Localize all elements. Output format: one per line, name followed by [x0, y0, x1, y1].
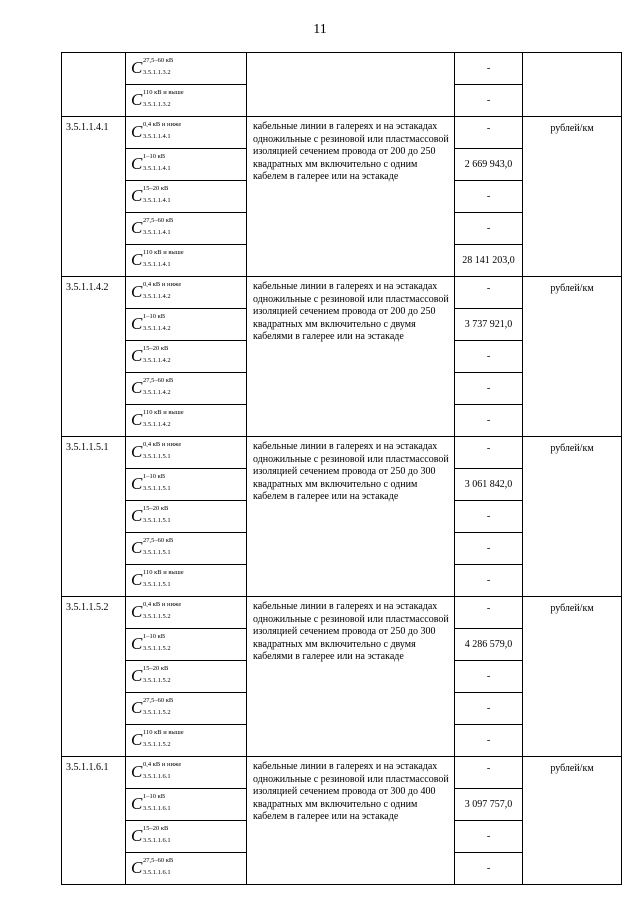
- symbol-subscript: 3.5.1.1.4.2: [143, 325, 171, 332]
- symbol-cell: [126, 181, 247, 213]
- symbol-subscript: 3.5.1.1.5.2: [143, 709, 171, 716]
- symbol-letter: C: [131, 858, 143, 877]
- symbol-letter: C: [131, 602, 143, 621]
- symbol-subscript: 3.5.1.1.3.2: [143, 101, 171, 108]
- description-cell: кабельные линии в галереях и на эстакадах одножильные с резиновой или пластмассовой изоляцией сечением провода от 200 до 250 квадратных мм включительно с одним кабелем в галерее или на эстакаде: [247, 117, 455, 277]
- symbol-letter: C: [131, 570, 143, 589]
- cost-symbol: [131, 214, 241, 240]
- symbol-superscript: 1–10 кВ: [143, 153, 166, 160]
- value-cell: -: [455, 757, 523, 789]
- symbol-cell: [126, 149, 247, 181]
- symbol-subscript: 3.5.1.1.5.1: [143, 453, 171, 460]
- symbol-letter: C: [131, 250, 143, 269]
- cost-symbol: [131, 54, 241, 80]
- cost-symbol: [131, 86, 241, 112]
- cost-symbol: [131, 854, 241, 880]
- symbol-cell: [126, 725, 247, 757]
- symbol-cell: [126, 629, 247, 661]
- symbol-cell: [126, 405, 247, 437]
- symbol-cell: [126, 469, 247, 501]
- symbol-letter: C: [131, 538, 143, 557]
- symbol-letter: C: [131, 186, 143, 205]
- symbol-subscript: 3.5.1.1.5.1: [143, 517, 171, 524]
- symbol-letter: C: [131, 474, 143, 493]
- row-code: 3.5.1.1.4.1: [62, 117, 126, 277]
- cost-symbol: [131, 182, 241, 208]
- symbol-superscript: 110 кВ и выше: [143, 409, 184, 416]
- value-cell: -: [455, 277, 523, 309]
- value-cell: -: [455, 85, 523, 117]
- symbol-cell: [126, 501, 247, 533]
- cost-symbol: [131, 790, 241, 816]
- symbol-letter: C: [131, 410, 143, 429]
- symbol-superscript: 110 кВ и выше: [143, 729, 184, 736]
- cost-symbol: [131, 278, 241, 304]
- unit-cell: рублей/км: [523, 437, 622, 597]
- unit-cell: рублей/км: [523, 597, 622, 757]
- symbol-subscript: 3.5.1.1.4.1: [143, 133, 171, 140]
- symbol-letter: C: [131, 122, 143, 141]
- symbol-subscript: 3.5.1.1.5.2: [143, 741, 171, 748]
- tariff-table: [61, 52, 622, 885]
- symbol-subscript: 3.5.1.1.3.2: [143, 69, 171, 76]
- row-code: 3.5.1.1.6.1: [62, 757, 126, 885]
- cost-symbol: [131, 662, 241, 688]
- symbol-superscript: 27,5–60 кВ: [143, 697, 174, 704]
- value-cell: -: [455, 437, 523, 469]
- symbol-superscript: 0,4 кВ и ниже: [143, 761, 182, 768]
- symbol-cell: [126, 277, 247, 309]
- symbol-cell: [126, 789, 247, 821]
- value-cell: -: [455, 597, 523, 629]
- value-cell: -: [455, 853, 523, 885]
- symbol-superscript: 27,5–60 кВ: [143, 217, 174, 224]
- cost-symbol: [131, 598, 241, 624]
- cost-symbol: [131, 534, 241, 560]
- symbol-cell: [126, 597, 247, 629]
- value-cell: -: [455, 533, 523, 565]
- symbol-cell: [126, 565, 247, 597]
- symbol-superscript: 110 кВ и выше: [143, 249, 184, 256]
- description-cell: кабельные линии в галереях и на эстакадах одножильные с резиновой или пластмассовой изоляцией сечением провода от 250 до 300 квадратных мм включительно с одним кабелем в галерее или на эстакаде: [247, 437, 455, 597]
- cost-symbol: [131, 374, 241, 400]
- symbol-superscript: 27,5–60 кВ: [143, 857, 174, 864]
- symbol-superscript: 0,4 кВ и ниже: [143, 121, 182, 128]
- value-cell: 4 286 579,0: [455, 629, 523, 661]
- symbol-subscript: 3.5.1.1.6.1: [143, 869, 171, 876]
- symbol-subscript: 3.5.1.1.4.2: [143, 421, 171, 428]
- symbol-letter: C: [131, 154, 143, 173]
- cost-symbol: [131, 758, 241, 784]
- value-cell: -: [455, 693, 523, 725]
- symbol-cell: [126, 661, 247, 693]
- unit-cell: рублей/км: [523, 117, 622, 277]
- cost-symbol: [131, 438, 241, 464]
- symbol-superscript: 1–10 кВ: [143, 633, 166, 640]
- cost-symbol: [131, 406, 241, 432]
- code-cell: [62, 53, 126, 117]
- cost-symbol: [131, 310, 241, 336]
- symbol-letter: C: [131, 826, 143, 845]
- symbol-cell: [126, 213, 247, 245]
- value-cell: -: [455, 405, 523, 437]
- description-cell: [247, 53, 455, 117]
- value-cell: -: [455, 725, 523, 757]
- symbol-superscript: 15–20 кВ: [143, 665, 169, 672]
- value-cell: -: [455, 373, 523, 405]
- symbol-superscript: 1–10 кВ: [143, 313, 166, 320]
- value-cell: 2 669 943,0: [455, 149, 523, 181]
- symbol-letter: C: [131, 58, 143, 77]
- symbol-letter: C: [131, 634, 143, 653]
- symbol-subscript: 3.5.1.1.6.1: [143, 837, 171, 844]
- symbol-superscript: 0,4 кВ и ниже: [143, 601, 182, 608]
- symbol-subscript: 3.5.1.1.4.2: [143, 389, 171, 396]
- symbol-subscript: 3.5.1.1.6.1: [143, 773, 171, 780]
- description-cell: кабельные линии в галереях и на эстакадах одножильные с резиновой или пластмассовой изоляцией сечением провода от 200 до 250 квадратных мм включительно с двумя кабелями в галерее или на эстакаде: [247, 277, 455, 437]
- symbol-cell: [126, 853, 247, 885]
- symbol-subscript: 3.5.1.1.5.1: [143, 549, 171, 556]
- cost-symbol: [131, 630, 241, 656]
- symbol-letter: C: [131, 698, 143, 717]
- page-number: 11: [313, 22, 327, 37]
- symbol-letter: C: [131, 314, 143, 333]
- value-cell: -: [455, 341, 523, 373]
- symbol-subscript: 3.5.1.1.4.2: [143, 357, 171, 364]
- symbol-superscript: 0,4 кВ и ниже: [143, 441, 182, 448]
- symbol-superscript: 110 кВ и выше: [143, 89, 184, 96]
- symbol-cell: [126, 53, 247, 85]
- table-row: [62, 117, 622, 149]
- symbol-subscript: 3.5.1.1.5.2: [143, 613, 171, 620]
- cost-symbol: [131, 822, 241, 848]
- value-cell: 3 737 921,0: [455, 309, 523, 341]
- table-row: [62, 597, 622, 629]
- symbol-letter: C: [131, 794, 143, 813]
- symbol-cell: [126, 309, 247, 341]
- symbol-superscript: 110 кВ и выше: [143, 569, 184, 576]
- value-cell: -: [455, 661, 523, 693]
- unit-cell: рублей/км: [523, 757, 622, 885]
- symbol-subscript: 3.5.1.1.5.1: [143, 485, 171, 492]
- symbol-letter: C: [131, 378, 143, 397]
- symbol-subscript: 3.5.1.1.4.1: [143, 229, 171, 236]
- symbol-superscript: 27,5–60 кВ: [143, 377, 174, 384]
- table-row: [62, 277, 622, 309]
- cost-symbol: [131, 246, 241, 272]
- table-row: [62, 437, 622, 469]
- symbol-subscript: 3.5.1.1.4.2: [143, 293, 171, 300]
- row-code: 3.5.1.1.5.2: [62, 597, 126, 757]
- value-cell: -: [455, 213, 523, 245]
- symbol-letter: C: [131, 346, 143, 365]
- symbol-letter: C: [131, 442, 143, 461]
- symbol-cell: [126, 117, 247, 149]
- symbol-subscript: 3.5.1.1.5.2: [143, 645, 171, 652]
- description-cell: кабельные линии в галереях и на эстакадах одножильные с резиновой или пластмассовой изоляцией сечением провода от 300 до 400 квадратных мм включительно с одним кабелем в галерее или на эстакаде: [247, 757, 455, 885]
- symbol-superscript: 1–10 кВ: [143, 793, 166, 800]
- symbol-letter: C: [131, 218, 143, 237]
- value-cell: 3 097 757,0: [455, 789, 523, 821]
- unit-cell: рублей/км: [523, 277, 622, 437]
- cost-symbol: [131, 470, 241, 496]
- row-code: 3.5.1.1.5.1: [62, 437, 126, 597]
- value-cell: -: [455, 53, 523, 85]
- value-cell: -: [455, 117, 523, 149]
- table-row: [62, 757, 622, 789]
- value-cell: -: [455, 821, 523, 853]
- symbol-cell: [126, 373, 247, 405]
- symbol-letter: C: [131, 666, 143, 685]
- cost-symbol: [131, 502, 241, 528]
- symbol-superscript: 15–20 кВ: [143, 185, 169, 192]
- symbol-superscript: 15–20 кВ: [143, 505, 169, 512]
- value-cell: -: [455, 181, 523, 213]
- symbol-superscript: 0,4 кВ и ниже: [143, 281, 182, 288]
- symbol-superscript: 15–20 кВ: [143, 345, 169, 352]
- symbol-subscript: 3.5.1.1.5.1: [143, 581, 171, 588]
- value-cell: 28 141 203,0: [455, 245, 523, 277]
- cost-symbol: [131, 342, 241, 368]
- symbol-subscript: 3.5.1.1.4.1: [143, 165, 171, 172]
- symbol-cell: [126, 821, 247, 853]
- row-code: 3.5.1.1.4.2: [62, 277, 126, 437]
- cost-symbol: [131, 566, 241, 592]
- symbol-cell: [126, 693, 247, 725]
- symbol-letter: C: [131, 762, 143, 781]
- symbol-cell: [126, 245, 247, 277]
- cost-symbol: [131, 118, 241, 144]
- symbol-letter: C: [131, 506, 143, 525]
- symbol-cell: [126, 533, 247, 565]
- cost-symbol: [131, 694, 241, 720]
- symbol-letter: C: [131, 90, 143, 109]
- symbol-subscript: 3.5.1.1.4.1: [143, 197, 171, 204]
- cost-symbol: [131, 726, 241, 752]
- value-cell: -: [455, 565, 523, 597]
- table-row: [62, 53, 622, 85]
- symbol-superscript: 15–20 кВ: [143, 825, 169, 832]
- symbol-subscript: 3.5.1.1.4.1: [143, 261, 171, 268]
- description-cell: кабельные линии в галереях и на эстакадах одножильные с резиновой или пластмассовой изоляцией сечением провода от 250 до 300 квадратных мм включительно с двумя кабелями в галерее или на эстакаде: [247, 597, 455, 757]
- symbol-cell: [126, 437, 247, 469]
- symbol-subscript: 3.5.1.1.5.2: [143, 677, 171, 684]
- symbol-subscript: 3.5.1.1.6.1: [143, 805, 171, 812]
- symbol-letter: C: [131, 282, 143, 301]
- value-cell: -: [455, 501, 523, 533]
- symbol-superscript: 1–10 кВ: [143, 473, 166, 480]
- value-cell: 3 061 842,0: [455, 469, 523, 501]
- symbol-letter: C: [131, 730, 143, 749]
- symbol-cell: [126, 757, 247, 789]
- symbol-superscript: 27,5–60 кВ: [143, 57, 174, 64]
- symbol-cell: [126, 341, 247, 373]
- cost-symbol: [131, 150, 241, 176]
- symbol-cell: [126, 85, 247, 117]
- unit-cell: [523, 53, 622, 117]
- symbol-superscript: 27,5–60 кВ: [143, 537, 174, 544]
